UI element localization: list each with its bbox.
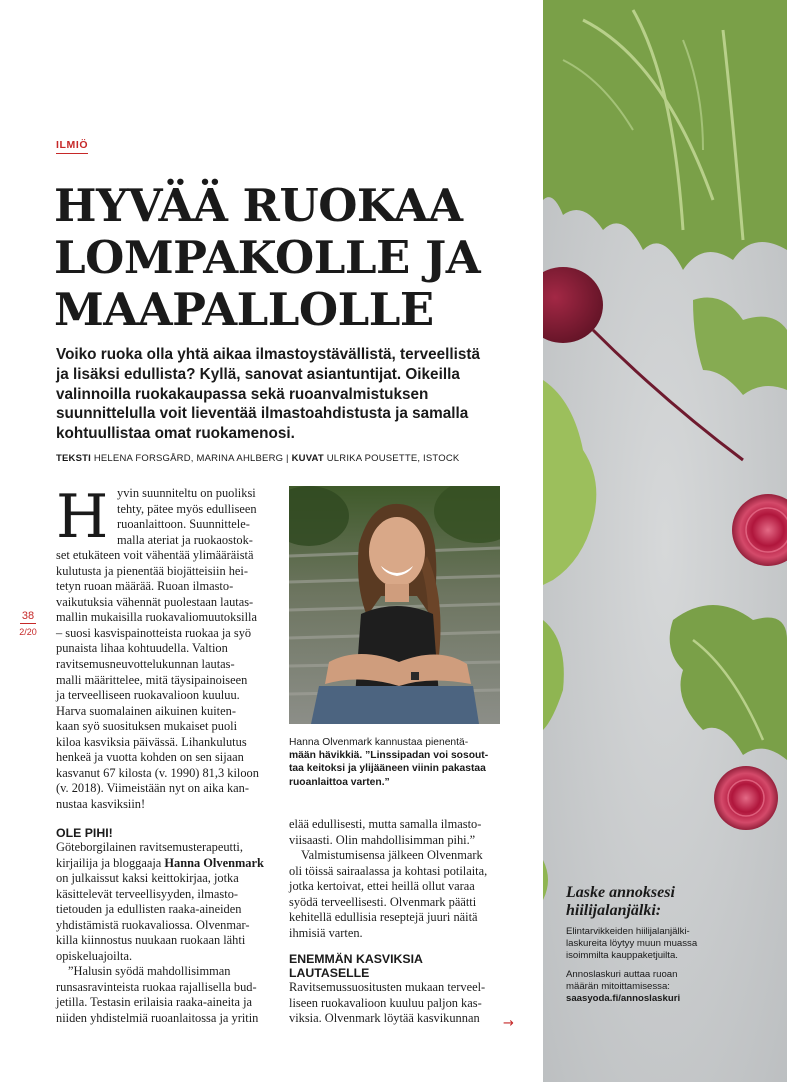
- body-line: opiskeluajoilta.: [56, 948, 133, 963]
- article-headline: [54, 180, 534, 336]
- subhead-enemman-kasviksia: ENEMMÄN KASVIKSIA: [289, 952, 423, 967]
- continue-arrow-icon: →: [503, 1016, 514, 1031]
- byline-credits: [56, 453, 459, 464]
- body-line: ”Halusin syödä mahdollisimman: [68, 964, 231, 979]
- text-credit-authors: HELENA FORSGÅRD, MARINA AHLBERG |: [93, 453, 289, 464]
- body-line: tehty, pätee myös edulliseen: [117, 501, 257, 516]
- body-line: viksia. Olvenmark löytää kasvikunnan: [289, 1011, 480, 1026]
- text-credit-label: TEKSTI: [56, 453, 91, 464]
- body-line: nustaa kasviksiin!: [56, 796, 146, 811]
- intro-indented: [56, 482, 281, 552]
- tipbox-paragraph-1: [566, 926, 766, 963]
- body-line: Ravitsemussuositusten mukaan terveel-: [289, 980, 486, 995]
- subhead-lautaselle: LAUTASELLE: [289, 966, 370, 981]
- body-column-1: [56, 482, 281, 812]
- body-line: runsasravinteista ruokaa rajallisella bud-: [56, 979, 257, 994]
- body-column-2: [289, 817, 514, 1027]
- body-line: jetilla. Testasin erilaisia raaka-aineita ja: [56, 995, 253, 1010]
- portrait-illustration: [289, 486, 500, 724]
- annoslaskuri-link[interactable]: saasyoda.fi/annoslaskuri: [566, 993, 681, 1005]
- body-line: [56, 856, 281, 872]
- body-line: ihmisiä varten.: [289, 925, 363, 940]
- person-name: Hanna Olvenmark: [164, 855, 264, 870]
- photo-credit-authors: ULRIKA POUSETTE, ISTOCK: [326, 453, 460, 464]
- carbon-footprint-tipbox: [566, 884, 766, 1005]
- article-lede: [56, 345, 480, 444]
- caption-line: Hanna Olvenmark kannustaa pienentä-: [289, 737, 469, 748]
- body-line: jotka kertoivat, ettei heillä ollut varaa: [289, 879, 475, 894]
- body-line: Valmistumisensa jälkeen Olvenmark: [301, 848, 483, 863]
- body-line: ruoanlaittoon. Suunnittele-: [117, 517, 250, 532]
- body-line: elää edullisesti, mutta samalla ilmasto-: [289, 817, 482, 831]
- tipbox-line: Annoslaskuri auttaa ruoan: [566, 968, 678, 980]
- portrait-photo: [289, 486, 500, 724]
- body-line: henkeä ja vuotta kohden on sen sijaan: [56, 750, 244, 765]
- page-number-block: [13, 606, 43, 637]
- body-line: kulutusta ja pienentää biojätteisiin hei-: [56, 563, 249, 578]
- issue-number: 2/20: [19, 627, 37, 637]
- body-line: yhdistämistä ruokavaliossa. Olvenmar-: [56, 917, 250, 932]
- lede-line: kohtuullistaa omat ruokamenosi.: [56, 425, 295, 443]
- body-column-1-section: [56, 826, 281, 1027]
- body-line: kehitellä edullisia reseptejä juuri näitä: [289, 910, 478, 925]
- caption-line: mään hävikkiä. ”Linssipadan voi sosout-: [289, 750, 489, 762]
- tipbox-line: Elintarvikkeiden hiilijalanjälki-: [566, 926, 690, 937]
- body-line: malla ateriat ja ruokaostok-: [117, 532, 253, 547]
- caption-line: taa keitoksi ja ylijääneen viinin pakastaa: [289, 763, 486, 775]
- body-line: (v. 2018). Viimeistään nyt on aika kan-: [56, 781, 249, 796]
- body-line: ravitsemusneuvottelukunnan lautas-: [56, 657, 235, 672]
- lede-line: suunnittelulla voit lieventää ilmastoahdistusta ja samalla: [56, 405, 469, 423]
- tipbox-title-line: hiilijalanjälki:: [566, 902, 662, 919]
- subhead-ole-pihi: OLE PIHI!: [56, 826, 113, 840]
- tipbox-paragraph-2: [566, 969, 766, 1006]
- body-line: killa kiinnostus nuukaan ruokaan lähti: [56, 933, 246, 948]
- body-line: liseen ruokavalioon kuuluu paljon kas-: [289, 995, 482, 1010]
- photo-caption: [289, 736, 501, 789]
- body-line: niiden yhdistelmiä ruoanlaitossa ja yritin: [56, 1011, 259, 1026]
- tipbox-title-line: Laske annoksesi: [566, 884, 675, 901]
- body-line: mallin mukaisilla ruokavaliomuutoksilla: [56, 610, 257, 625]
- body-line: on julkaissut kaksi keittokirjaa, jotka: [56, 871, 239, 886]
- body-line: set etukäteen voit vähentää ylimääräistä: [56, 548, 254, 563]
- caption-line: ruoanlaittoa varten.”: [289, 776, 390, 788]
- headline-line: LOMPAKOLLE JA: [54, 231, 481, 284]
- headline-line: MAAPALLOLLE: [54, 283, 434, 336]
- lede-line: valinnoilla ruokakaupassa sekä ruoanvalmistuksen: [56, 385, 429, 403]
- section-tag: ILMIÖ: [56, 139, 88, 154]
- body-line: tietouden ja edullisten raaka-aineiden: [56, 902, 242, 917]
- body-line: yvin suunniteltu on puoliksi: [117, 486, 256, 500]
- lede-line: Voiko ruoka olla yhtä aikaa ilmastoystävällistä, terveellistä: [56, 346, 480, 363]
- body-line: oli töissä sairaalassa ja kohtasi potilaita,: [289, 863, 488, 878]
- tipbox-line: isoimmilta kauppaketjuilta.: [566, 950, 678, 962]
- drop-cap: H: [56, 482, 109, 552]
- body-line: vaikutuksia vähennät puolestaan lautas-: [56, 594, 254, 609]
- body-line-text: kirjailija ja bloggaaja: [56, 855, 165, 870]
- body-line: ja terveelliseen ruokavalioon kuuluu.: [56, 688, 240, 703]
- tipbox-line: laskureita löytyy muun muassa: [566, 938, 698, 950]
- body-line: malli määrittelee, mitä täysipainoiseen: [56, 672, 248, 687]
- body-line: käsittelevät terveellisyyden, ilmasto-: [56, 886, 239, 901]
- body-line: kasvanut 67 kilosta (v. 1990) 81,3 kiloon: [56, 765, 259, 780]
- page-number: 38: [21, 610, 35, 622]
- body-line: – suosi kasvispainotteista ruokaa ja syö: [56, 625, 252, 640]
- body-line: viisaasti. Olin mahdollisimman pihi.”: [289, 832, 476, 847]
- body-line: kiloa kasviksia päivässä. Lihankulutus: [56, 734, 247, 749]
- headline-line: HYVÄÄ RUOKAA: [54, 179, 463, 232]
- lede-line: ja lisäksi edullista? Kyllä, sanovat asiantuntijat. Oikeilla: [56, 365, 460, 383]
- body-line: Göteborgilainen ravitsemusterapeutti,: [56, 840, 243, 854]
- body-line: kaan syö suosituksen mukaiset puoli: [56, 719, 238, 734]
- photo-credit-label: KUVAT: [291, 453, 324, 464]
- body-line: punaista lihaa kohtuudella. Valtion: [56, 641, 228, 656]
- body-line: tetyn ruoan määrää. Ruoan ilmasto-: [56, 579, 234, 594]
- tipbox-line: määrän mitoittamisessa:: [566, 980, 670, 992]
- body-line: Harva suomalainen aikuinen kuiten-: [56, 703, 236, 718]
- body-line: syödä terveellisesti. Olvenmark päätti: [289, 894, 477, 909]
